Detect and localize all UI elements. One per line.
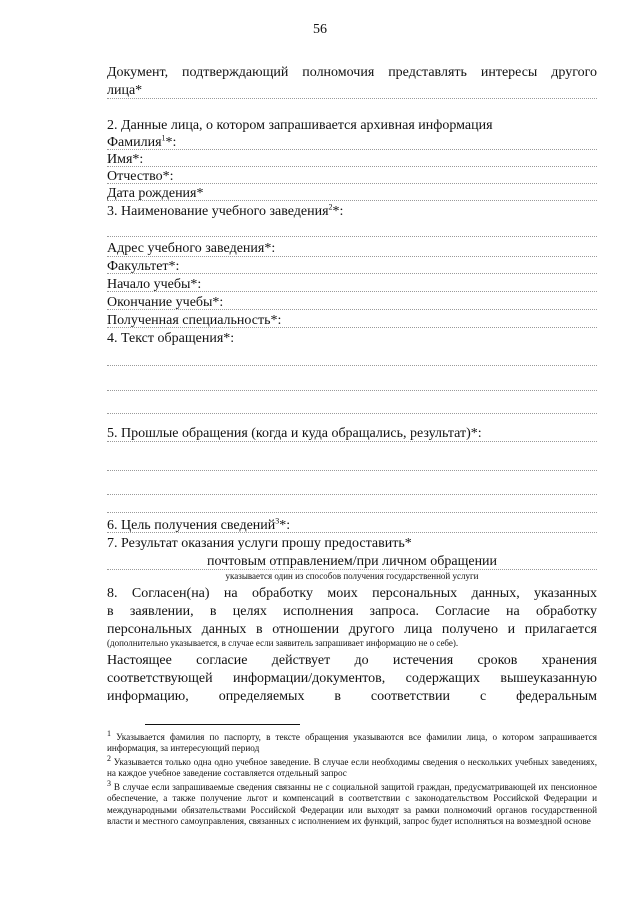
field-line	[107, 390, 597, 391]
field-line	[107, 183, 597, 184]
page-number: 56	[313, 22, 327, 37]
section2-title: 2. Данные лица, о котором запрашивается архивная информация	[107, 118, 493, 133]
footnote-ref: 1	[161, 133, 166, 143]
consent-p2-line2: соответствующей информации/документов, содержащих вышеуказанную	[107, 671, 597, 686]
footnote-mark: 3	[107, 778, 111, 788]
footnote-mark: 2	[107, 753, 111, 763]
field-line	[107, 236, 597, 237]
footnote-text: Указывается фамилия по паспорту, в тексте обращения указываются все фамилии лица, о котором запрашивается информация, за интересующий период	[107, 732, 598, 754]
field-line	[107, 365, 597, 366]
field-line	[107, 494, 597, 495]
field-line	[107, 441, 597, 442]
field-specialty: Полученная специальность*:	[107, 313, 282, 328]
footnote-mark: 1	[107, 728, 111, 738]
field-line	[107, 291, 597, 292]
section5-title: 5. Прошлые обращения (когда и куда обращались, результат)*:	[107, 426, 482, 441]
field-line	[107, 166, 597, 167]
consent-p2-line1: Настоящее согласие действует до истечения сроков хранения	[107, 653, 597, 668]
section3-title	[107, 203, 597, 220]
field-line	[107, 327, 597, 328]
footnote-ref: 2	[328, 202, 333, 212]
section4-title: 4. Текст обращения*:	[107, 331, 235, 346]
consent-line2: в заявлении, в целях исполнения запроса. Согласие на обработку	[107, 604, 597, 619]
field-line	[107, 309, 597, 310]
section6-title-text: 6. Цель получения сведений	[107, 518, 276, 533]
field-line	[107, 532, 597, 533]
field-birthdate: Дата рождения*	[107, 186, 204, 201]
field-study-end: Окончание учебы*:	[107, 295, 224, 310]
field-line	[107, 413, 597, 414]
section3-title-end: *:	[332, 204, 344, 219]
field-line	[107, 569, 597, 570]
footnote-text: В случае если запрашиваемые сведения связанны не с социальной защитой граждан, предусматривающей их пенсионное обеспечение, а также получение льгот и компенсаций в соответствии с законодательством Российской Федерации и международными обязательствами Российской Федерации или выходят за рамки полномочий органов государственной власти и местного самоуправления, связанных с исполнением их функций, запрос будет исполняться на возмездной основе	[107, 782, 597, 826]
field-school-address: Адрес учебного заведения*:	[107, 241, 276, 256]
field-line	[107, 149, 597, 150]
field-faculty: Факультет*:	[107, 259, 180, 274]
field-patronymic: Отчество*:	[107, 169, 174, 184]
section6-title-end: *:	[279, 518, 291, 533]
section3-title-text: 3. Наименование учебного заведения	[107, 204, 329, 219]
delivery-option: почтовым отправлением/при личном обращении	[206, 554, 498, 569]
field-line	[107, 470, 597, 471]
consent-note: (дополнительно указывается, в случае если заявитель запрашивает информацию не о себе).	[107, 638, 459, 648]
field-line	[107, 256, 597, 257]
field-name: Имя*:	[107, 152, 144, 167]
footnote-2	[107, 753, 598, 780]
footnote-1	[107, 728, 598, 755]
field-line	[107, 200, 597, 201]
field-study-start: Начало учебы*:	[107, 277, 202, 292]
surname-label-end: *:	[165, 135, 177, 150]
footnote-ref: 3	[275, 516, 280, 526]
surname-label: Фамилия	[107, 135, 162, 150]
section7-title: 7. Результат оказания услуги прошу предоставить*	[107, 536, 412, 551]
footnote-separator	[145, 724, 300, 725]
field-line	[107, 512, 597, 513]
consent-line3: персональных данных в отношении другого лица получено и прилагается	[107, 622, 597, 637]
delivery-note: указывается один из способов получения государственной услуги	[225, 571, 479, 581]
field-line	[107, 98, 597, 99]
footnote-text: Указывается только одна одно учебное заведение. В случае если необходимы сведения о нескольких учебных заведениях, на каждое учебное заведение составляется отдельный запрос	[107, 757, 598, 779]
footnote-3	[107, 778, 597, 827]
doc-intro-line2: лица*	[107, 83, 143, 98]
consent-p2-line3: информацию, определяемых в соответствии с федеральным	[107, 689, 597, 704]
field-line	[107, 273, 597, 274]
doc-intro-line1: Документ, подтверждающий полномочия представлять интересы другого	[107, 65, 597, 80]
consent-line1: 8. Согласен(на) на обработку моих персональных данных, указанных	[107, 586, 597, 601]
